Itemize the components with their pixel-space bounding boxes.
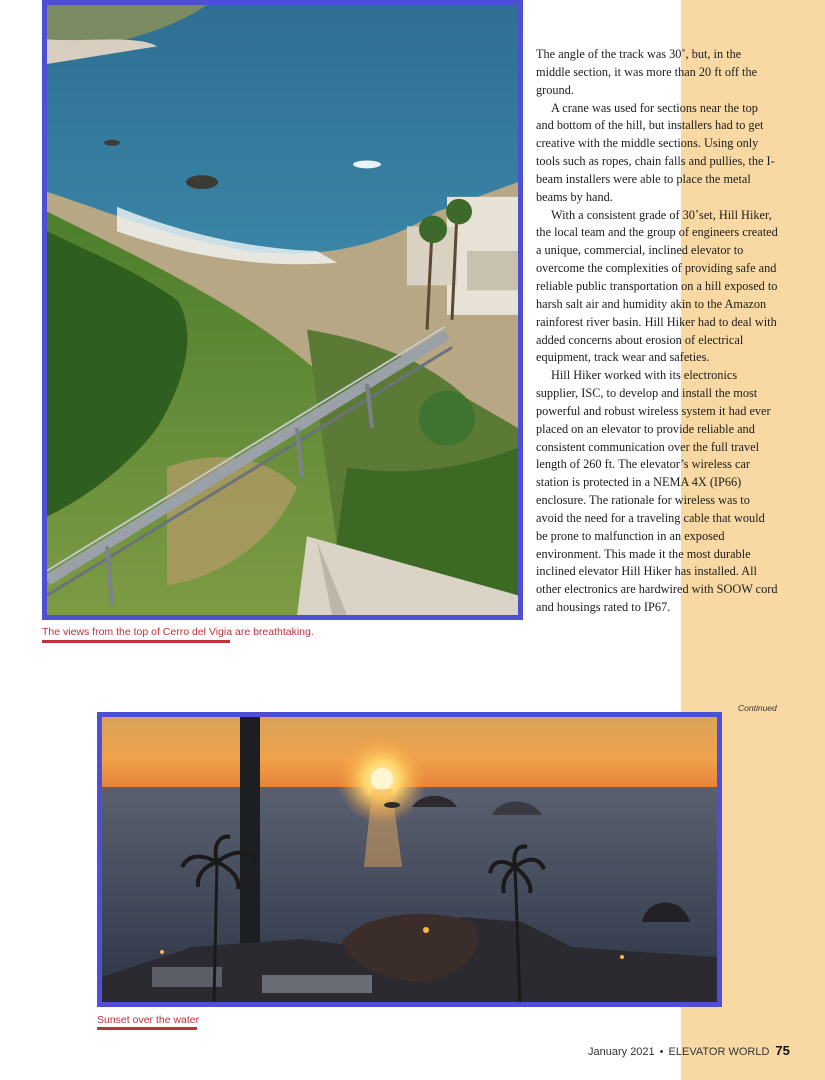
photo-sunset [97,712,722,1007]
caption1-underline [42,640,230,643]
photo1-caption: The views from the top of Cerro del Vigia are breathtaking. [42,626,314,638]
paragraph-4: Hill Hiker worked with its electronics supplier, ISC, to develop and install the most powerful and robust wireless system it had ever placed on an elevator to provide reliable and consistent communication over the full travel length of 260 ft. The elevator’s wireless car station is protected in a NEMA 4X (IP66) enclosure. The rationale for wireless was to avoid the need for a traveling cable that would be prone to malfunction in an exposed environment. This made it the most durable inclined elevator Hill Hiker has installed. All other electronics are hardwired with SOOW cord and housings rated to IP67. [536,368,778,615]
sunset-image [102,717,717,1002]
page-footer [588,1043,790,1058]
paragraph-2: A crane was used for sections near the top and bottom of the hill, but installers had to get creative with the middle sections. Using only tools such as ropes, chain falls and pullies, the I-beam installers were able to place the metal beams by hand. [536,100,775,204]
photo2-caption: Sunset over the water [97,1014,200,1026]
footer-separator: • [659,1046,664,1058]
paragraph-1: The angle of the track was 30˚, but, in the middle section, it was more than 20 ft off the ground. [536,47,758,97]
footer-date: January 2021 [588,1046,655,1058]
hillside-elevator-image [47,5,518,615]
photo-cerro-del-vigia [42,0,523,620]
paragraph-3: With a consistent grade of 30˚set, Hill Hiker, the local team and the group of engineers created a unique, commercial, inclined elevator to overcome the complexities of providing safe and reliable public transportation on a hill exposed to harsh salt air and humidity akin to the Amazon rainforest river basin. Hill Hiker had to deal with added concerns about erosion of electrical equipment, track wear and safeties. [536,207,778,365]
page-number: 75 [775,1043,790,1058]
caption2-underline [97,1027,197,1030]
article-body [536,46,778,617]
footer-publication: ELEVATOR WORLD [668,1046,770,1058]
continued-label: Continued [738,703,777,713]
